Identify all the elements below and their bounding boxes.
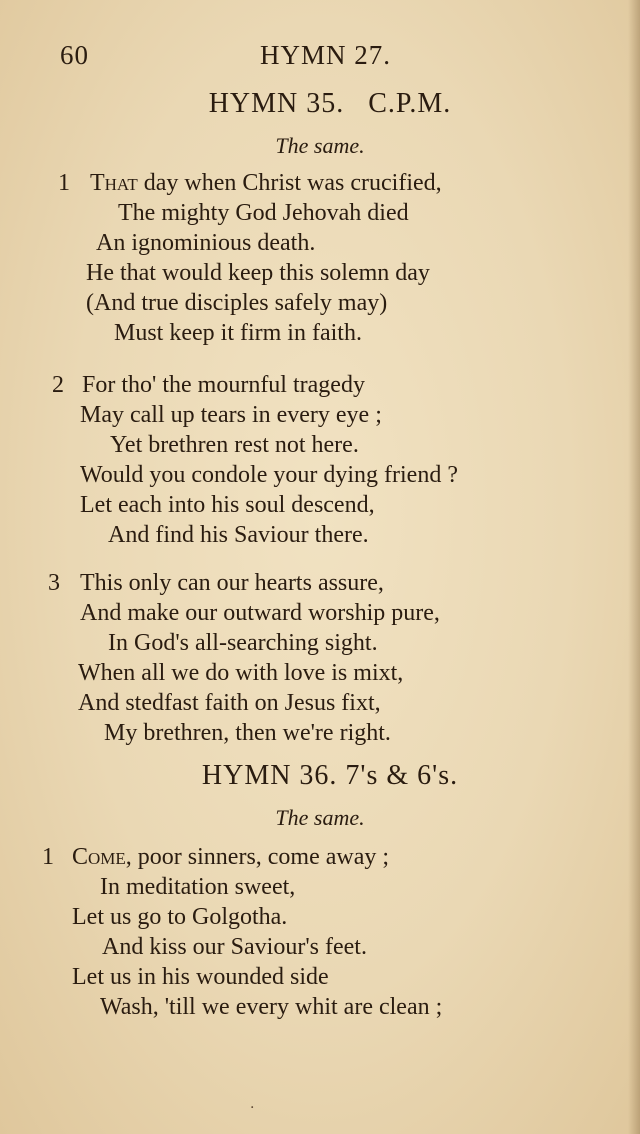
verse-line: Yet brethren rest not here. (110, 432, 359, 458)
verse-line: Let us go to Golgotha. (72, 904, 288, 930)
verse-line: An ignominious death. (96, 230, 316, 256)
hymn-36 (0, 758, 640, 834)
verse-line: And find his Saviour there. (108, 522, 369, 548)
verse-line: The mighty God Jehovah died (118, 200, 409, 226)
verse-1 (0, 844, 640, 1024)
verse-line: Would you condole your dying friend ? (80, 462, 458, 488)
hymn-subtitle: The same. (275, 805, 365, 830)
line-text: , poor sinners, come away ; (125, 844, 390, 870)
verse-line: May call up tears in every eye ; (80, 402, 382, 428)
running-head (60, 40, 580, 74)
initial-small-caps: That (90, 170, 138, 196)
initial-small-caps: Come (72, 844, 126, 870)
verse-line (72, 844, 389, 871)
hymn-35 (0, 86, 640, 162)
hymn-subtitle: The same. (275, 133, 365, 158)
verse-line: Must keep it firm in faith. (114, 320, 362, 346)
verse-line (90, 170, 442, 197)
verse-line: My brethren, then we're right. (104, 720, 391, 746)
verse-line: When all we do with love is mixt, (78, 660, 404, 686)
verse-number: 1 (58, 170, 70, 196)
verse-line: (And true disciples safely may) (86, 290, 388, 316)
verse-number: 2 (52, 372, 64, 398)
verse-number: 1 (42, 844, 54, 870)
hymn-title: HYMN 35. C.P.M. (208, 88, 452, 119)
hymn-title: HYMN 36. 7's & 6's. (201, 760, 459, 791)
verse-line: This only can our hearts assure, (80, 570, 384, 596)
verse-line: In God's all-searching sight. (108, 630, 378, 656)
verse-line: For tho' the mournful tragedy (82, 372, 365, 398)
verse-line: Let each into his soul descend, (80, 492, 375, 518)
page-number: 60 (60, 40, 89, 70)
verse-line: In meditation sweet, (100, 874, 296, 900)
running-title: HYMN 27. (260, 40, 392, 70)
verse-1 (0, 170, 640, 350)
verse-3 (0, 570, 640, 750)
verse-line: Let us in his wounded side (72, 964, 329, 990)
verse-line: And stedfast faith on Jesus fixt, (78, 690, 381, 716)
verse-line: Wash, 'till we every whit are clean ; (100, 994, 443, 1020)
verse-line: And make our outward worship pure, (80, 600, 440, 626)
ink-speck: · (250, 1100, 255, 1116)
verse-number: 3 (48, 570, 60, 596)
verse-line: And kiss our Saviour's feet. (102, 934, 367, 960)
verse-line: He that would keep this solemn day (86, 260, 430, 286)
verse-2 (0, 372, 640, 552)
line-text: day when Christ was crucified, (137, 170, 442, 196)
